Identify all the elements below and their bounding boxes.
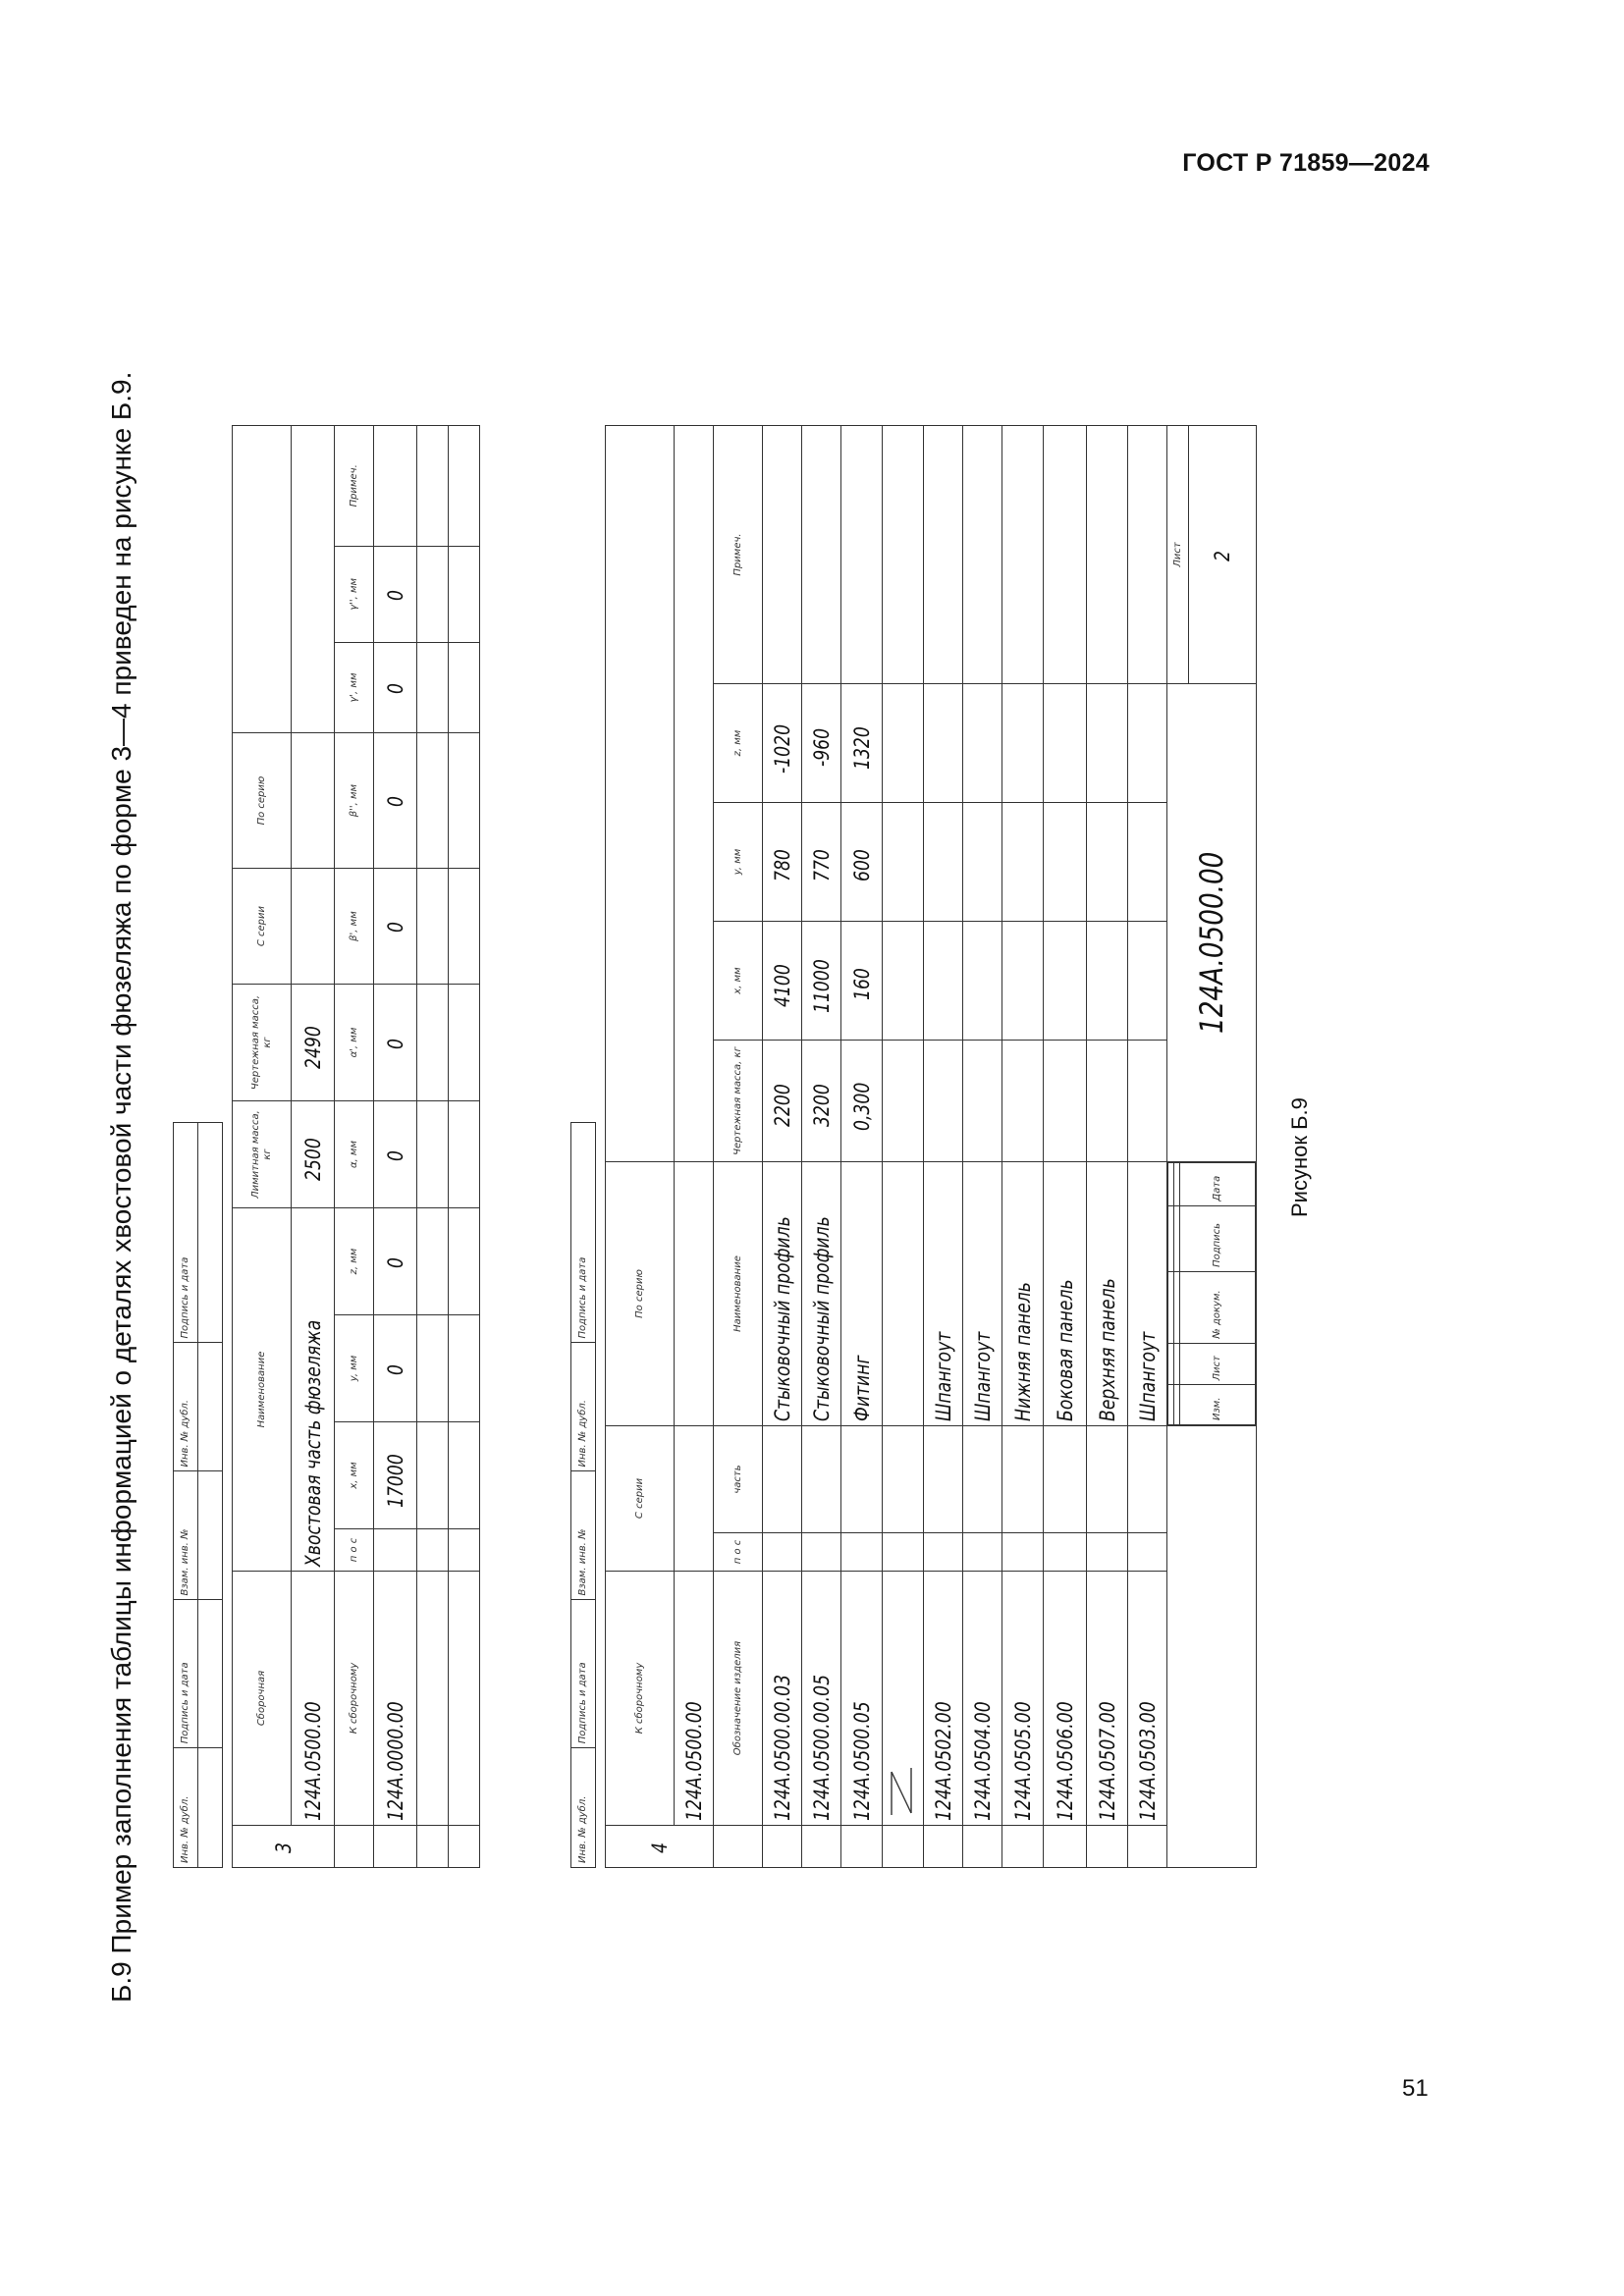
slash-mark-icon (884, 1762, 917, 1821)
form3-z: 0 (383, 1256, 407, 1268)
form4-hdr-to-assembly: К сборочному (606, 1572, 675, 1826)
form4-hdr-note: Примеч. (714, 426, 763, 684)
row-designation: 124A.0505.00 (1010, 1701, 1035, 1821)
row-x: 4100 (770, 963, 794, 1007)
row-designation: 124A.0506.00 (1053, 1701, 1077, 1821)
row-designation: 124A.0500.00.05 (809, 1674, 834, 1821)
form3-hdr-b2: β'', мм (335, 733, 374, 869)
form4-to-assembly: 124A.0500.00 (681, 1701, 706, 1821)
form3-a: 0 (383, 1149, 407, 1161)
stamp-label: Подпись и дата (174, 1123, 198, 1343)
form3-hdr-z: z, мм (335, 1208, 374, 1315)
stamp-label: Взам. инв. № (571, 1471, 596, 1600)
tb-sheet-no: 2 (1211, 550, 1234, 561)
form4-hdr-part: часть (714, 1426, 763, 1533)
form4-hdr-serial-to: По серию (606, 1162, 675, 1426)
form3-name: Хвостовая часть фюзеляжа (300, 1319, 325, 1567)
form4-hdr-x: x, мм (714, 922, 763, 1041)
stamp-label: Инв. № дубл. (174, 1748, 198, 1868)
row-designation: 124A.0503.00 (1135, 1701, 1160, 1821)
form3-hdr-g1: γ', мм (335, 643, 374, 733)
form3-hdr-a: α, мм (335, 1101, 374, 1208)
row-name: Стыковочный профиль (809, 1216, 834, 1421)
form3-hdr-limit-mass: Лимитная масса, кг (233, 1101, 292, 1208)
form3-g2: 0 (383, 590, 407, 602)
form3-hdr-to-assembly: К сборочному (335, 1572, 374, 1826)
form4-hdr-designation: Обозначение изделия (714, 1572, 763, 1826)
form4-hdr-serial-from: С серии (606, 1426, 675, 1572)
row-name: Стыковочный профиль (770, 1216, 794, 1421)
page-number: 51 (1402, 2075, 1429, 2102)
tb-doc-no: № докум. (1179, 1271, 1255, 1343)
form3-hdr-serial-from: С серии (233, 869, 292, 985)
form3-hdr-draw-mass: Чертежная масса, кг (233, 985, 292, 1101)
form3-y: 0 (383, 1363, 407, 1375)
row-designation: 124A.0504.00 (970, 1701, 995, 1821)
form3-hdr-a1: α', мм (335, 985, 374, 1101)
form4-hdr-qty: п о с (714, 1533, 763, 1572)
form3-g1: 0 (383, 683, 407, 695)
row-name: Боковая панель (1053, 1279, 1077, 1421)
form3-limit-mass: 2500 (300, 1137, 325, 1181)
table-row (963, 426, 1002, 1868)
form3-assembly: 124A.0500.00 (300, 1701, 325, 1821)
row-y: 770 (809, 849, 834, 882)
stamp-label: Инв. № дубл. (174, 1343, 198, 1471)
form3-hdr-x: x, мм (335, 1422, 374, 1529)
form3-b2: 0 (383, 796, 407, 808)
table-row (763, 426, 802, 1868)
table-row (841, 426, 883, 1868)
form3-hdr-assembly: Сборочная (233, 1572, 292, 1826)
row-name: Шпангоут (1135, 1331, 1160, 1421)
row-z: -1020 (770, 723, 794, 774)
row-name: Шпангоут (931, 1331, 955, 1421)
form4-number: 4 (647, 1842, 672, 1853)
form4-hdr-draw-mass: Чертежная масса, кг (714, 1041, 763, 1162)
form3-hdr-b1: β', мм (335, 869, 374, 985)
row-name: Верхняя панель (1095, 1278, 1119, 1421)
drawing-sheet (173, 425, 1277, 1868)
stamp-label: Подпись и дата (174, 1600, 198, 1748)
figure-label: Рисунок Б.9 (1287, 1097, 1312, 1217)
form3-x: 17000 (383, 1454, 407, 1509)
document-header: ГОСТ Р 71859—2024 (1182, 149, 1430, 177)
side-stamp-form3 (173, 1122, 223, 1868)
form3-hdr-qty: п о с (335, 1529, 374, 1572)
stamp-label: Подпись и дата (571, 1600, 596, 1748)
form3-draw-mass: 2490 (300, 1025, 325, 1069)
stamp-label: Взам. инв. № (174, 1471, 198, 1600)
tb-date: Дата (1179, 1163, 1255, 1206)
row-designation: 124A.0500.05 (849, 1701, 874, 1821)
form3-hdr-name: Наименование (233, 1208, 292, 1572)
row-mass: 2200 (770, 1084, 794, 1128)
stamp-label: Инв. № дубл. (571, 1748, 596, 1868)
tb-sheet-label: Лист (1167, 426, 1189, 684)
row-mass: 0,300 (849, 1082, 874, 1131)
form3-b1: 0 (383, 922, 407, 934)
form4-hdr-y: y, мм (714, 803, 763, 922)
row-z: 1320 (849, 725, 874, 770)
form3-a1: 0 (383, 1038, 407, 1049)
table-row (1002, 426, 1044, 1868)
table-row (1128, 426, 1167, 1868)
table-row (802, 426, 841, 1868)
table-row (1087, 426, 1128, 1868)
row-name: Фитинг (849, 1355, 874, 1421)
stamp-label: Инв. № дубл. (571, 1343, 596, 1471)
form3-hdr-serial-to: По серию (233, 733, 292, 869)
tb-code: 124A.0500.00 (1193, 851, 1230, 1035)
row-designation: 124A.0507.00 (1095, 1701, 1119, 1821)
row-mass: 3200 (809, 1084, 834, 1128)
row-y: 600 (849, 849, 874, 882)
form3-hdr-y: y, мм (335, 1315, 374, 1422)
row-designation: 124A.0500.00.03 (770, 1674, 794, 1821)
row-z: -960 (809, 727, 834, 767)
row-name: Шпангоут (970, 1331, 995, 1421)
form4-table (605, 425, 1257, 1868)
row-x: 11000 (809, 959, 834, 1014)
table-row (1044, 426, 1087, 1868)
form3-to-assembly: 124A.0000.00 (383, 1701, 407, 1821)
tb-sign: Подпись (1179, 1205, 1255, 1271)
form4-hdr-name: Наименование (714, 1162, 763, 1426)
side-stamp-form4 (570, 1122, 596, 1868)
stamp-label: Подпись и дата (571, 1123, 596, 1343)
revision-block (1167, 1162, 1256, 1425)
table-row (924, 426, 963, 1868)
row-designation: 124A.0502.00 (931, 1701, 955, 1821)
tb-list: Лист (1179, 1343, 1255, 1385)
form3-number: 3 (271, 1842, 296, 1853)
row-x: 160 (849, 968, 874, 1001)
form3-hdr-g2: γ'', мм (335, 546, 374, 642)
row-name: Нижняя панель (1010, 1282, 1035, 1421)
tb-izm: Изм. (1179, 1385, 1255, 1425)
section-caption: Б.9 Пример заполнения таблицы информацией о деталях хвостовой части фюзеляжа по форме 3—4 приведен на рисунке Б.9. (106, 371, 136, 2002)
form3-table (232, 425, 480, 1868)
row-y: 780 (770, 849, 794, 882)
form3-hdr-note: Примеч. (335, 426, 374, 547)
table-row (883, 426, 924, 1868)
form4-hdr-z: z, мм (714, 684, 763, 803)
